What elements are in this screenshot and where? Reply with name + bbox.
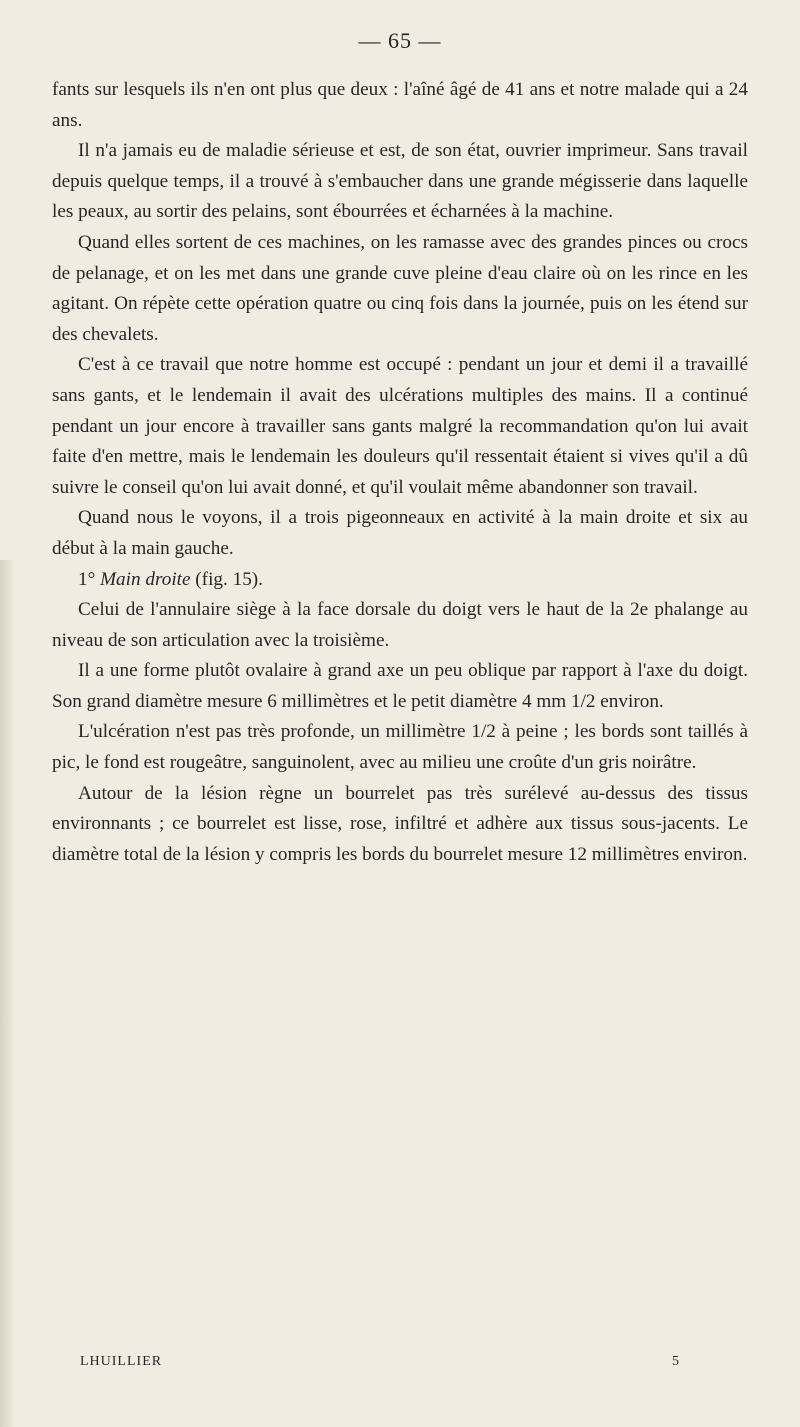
paragraph: Celui de l'annulaire siège à la face dorsale du doigt vers le haut de la 2e phalange au niveau de son articulation avec la troisième. — [52, 599, 748, 651]
footer-signature: 5 — [672, 1354, 680, 1369]
body-text — [52, 75, 748, 870]
paragraph: Autour de la lésion règne un bourrelet pas très surélevé au-dessus des tissus environnants ; ce bourrelet est lisse, rose, infiltré et adhère aux tissus sous-jacents. Le diamètre total de la lésion y compris les bords du bourrelet mesure 12 millimètres environ. — [52, 782, 748, 865]
section-heading — [52, 565, 748, 596]
section-title: Main droite — [100, 568, 191, 590]
paragraph: fants sur lesquels ils n'en ont plus que deux : l'aîné âgé de 41 ans et notre malade qui a 24 ans. — [52, 79, 748, 131]
paragraph: Il a une forme plutôt ovalaire à grand axe un peu oblique par rapport à l'axe du doigt. Son grand diamètre mesure 6 millimètres et le petit diamètre 4 mm 1/2 environ. — [52, 660, 748, 712]
paragraph: Quand nous le voyons, il a trois pigeonneaux en activité à la main droite et six au début à la main gauche. — [52, 507, 748, 559]
paragraph: L'ulcération n'est pas très profonde, un millimètre 1/2 à peine ; les bords sont taillés à pic, le fond est rougeâtre, sanguinolent, avec au milieu une croûte d'un gris noirâtre. — [52, 721, 748, 774]
paragraph: Quand elles sortent de ces machines, on les ramasse avec des grandes pinces ou crocs de pelanage, et on les met dans une grande cuve pleine d'eau claire où on les rince en les agitant. On répète cette opération quatre ou cinq fois dans la journée, puis on les étend sur des chevalets. — [52, 231, 748, 345]
footer-author: LHUILLIER — [80, 1354, 163, 1369]
figure-reference: (fig. 15). — [195, 568, 263, 590]
paragraph: Il n'a jamais eu de maladie sérieuse et est, de son état, ouvrier imprimeur. Sans travail depuis quelque temps, il a trouvé à s'embaucher dans une grande mégisserie dans laquelle les peaux, au sortir des pelains, sont ébourrées et écharnées à la machine. — [52, 140, 748, 223]
page-number: — 65 — — [358, 28, 442, 53]
page-edge-shadow — [0, 560, 14, 1427]
paragraph: C'est à ce travail que notre homme est occupé : pendant un jour et demi il a travaillé sans gants, et le lendemain il avait des ulcérations multiples des mains. Il a continué pendant un jour encore à travailler sans gants malgré la recommandation qu'on lui avait faite d'en mettre, mais le lendemain les douleurs qu'il ressentait étaient si vives qu'il a dû suivre le conseil qu'on lui avait donné, et qu'il voulait même abandonner son travail. — [52, 354, 748, 498]
section-number: 1° — [78, 568, 96, 590]
